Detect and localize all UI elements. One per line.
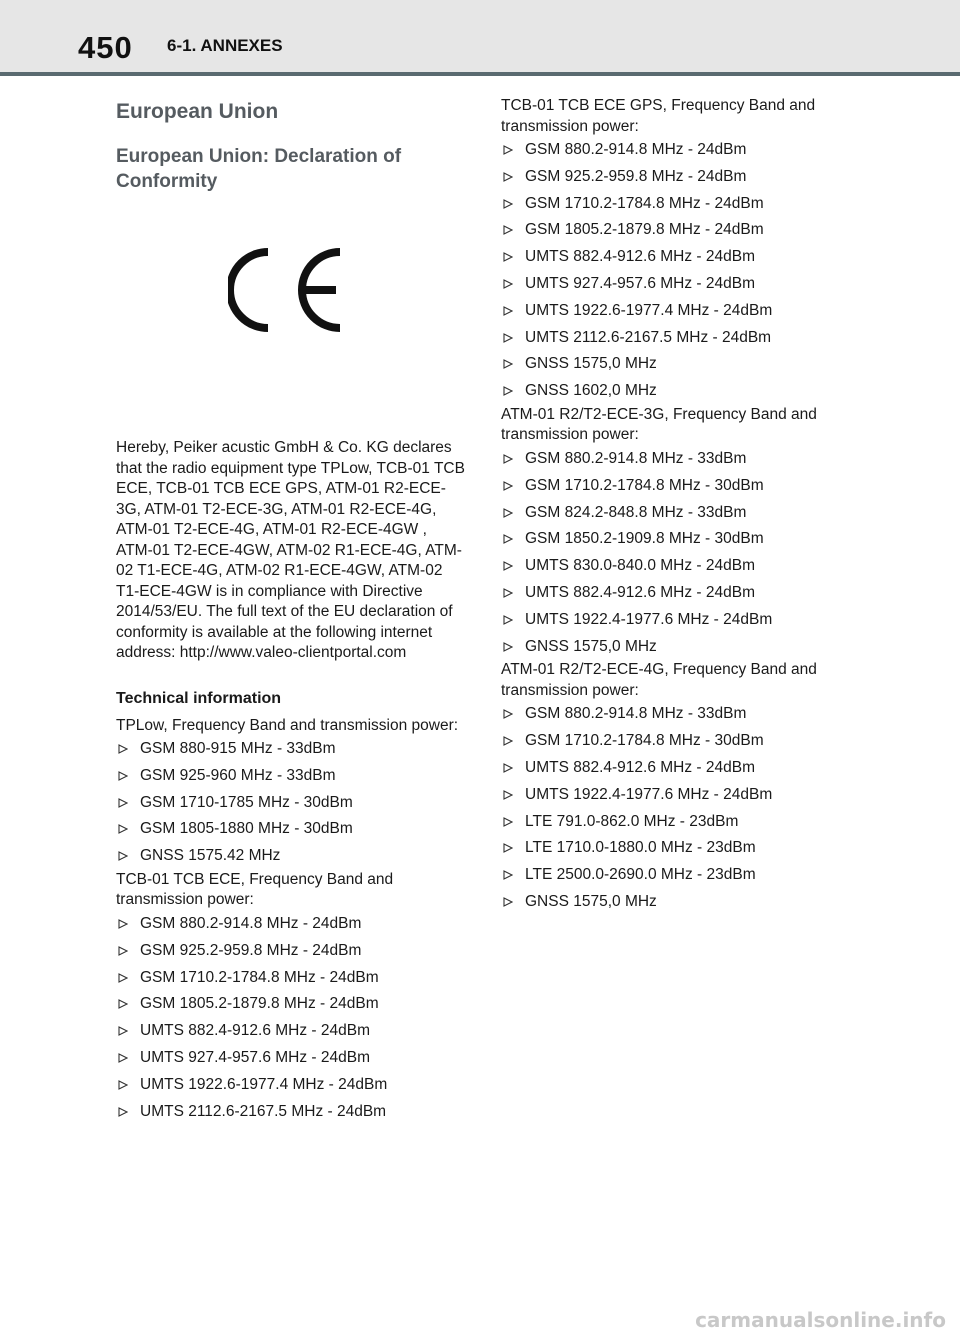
- list-item: [501, 835, 846, 862]
- list-item: [501, 728, 846, 755]
- list-item: [116, 911, 466, 938]
- declaration-text: Hereby, Peiker acustic GmbH & Co. KG declares that the radio equipment type TPLow, TCB-01 TCB ECE, TCB-01 TCB ECE GPS, ATM-01 R2-ECE-3G, ATM-01 T2-ECE-3G, ATM-01 R2-ECE-4G, ATM-01 T2-ECE-4G, ATM-01 R2-ECE-4GW , ATM-01 T2-ECE-4GW, ATM-02 R1-ECE-4G, ATM-02 T1-ECE-4G, ATM-02 R1-ECE-4GW, ATM-02 T1-ECE-4GW is in compliance with Directive 2014/53/EU. The full text of the EU declaration of conformity is available at the following internet address: http://www.valeo-clientportal.com: [116, 439, 465, 661]
- list-item-text: UMTS 927.4-957.6 MHz - 24dBm: [140, 1048, 371, 1066]
- list-item-text: GSM 1710.2-1784.8 MHz - 24dBm: [525, 194, 764, 212]
- bullet-triangle-icon: [118, 771, 128, 781]
- list-item: [116, 843, 466, 870]
- list-item: [116, 938, 466, 965]
- list-item: [501, 782, 846, 809]
- bullet-triangle-icon: [118, 798, 128, 808]
- tplow-list: [116, 736, 466, 870]
- bullet-triangle-icon: [503, 870, 513, 880]
- bullet-triangle-icon: [503, 145, 513, 155]
- list-item-text: GSM 1710.2-1784.8 MHz - 24dBm: [140, 968, 379, 986]
- list-item-text: GNSS 1602,0 MHz: [525, 382, 657, 400]
- list-item-text: GSM 1710.2-1784.8 MHz - 30dBm: [525, 476, 764, 494]
- list-item-text: UMTS 830.0-840.0 MHz - 24dBm: [525, 557, 756, 575]
- list-item: [501, 809, 846, 836]
- header-rule: [0, 72, 960, 76]
- bullet-triangle-icon: [118, 851, 128, 861]
- list-item: [116, 965, 466, 992]
- list-item: [116, 790, 466, 817]
- list-item-text: GSM 1710-1785 MHz - 30dBm: [140, 793, 353, 811]
- bullet-triangle-icon: [503, 359, 513, 369]
- bullet-triangle-icon: [503, 790, 513, 800]
- bullet-triangle-icon: [118, 824, 128, 834]
- bullet-triangle-icon: [503, 225, 513, 235]
- list-item: [116, 1072, 466, 1099]
- list-item: [501, 325, 846, 352]
- bullet-triangle-icon: [503, 199, 513, 209]
- list-item-text: GNSS 1575,0 MHz: [525, 892, 657, 910]
- list-item: [116, 1045, 466, 1072]
- list-item-text: GSM 1805-1880 MHz - 30dBm: [140, 820, 353, 838]
- bullet-triangle-icon: [503, 843, 513, 853]
- list-item-text: UMTS 927.4-957.6 MHz - 24dBm: [525, 274, 756, 292]
- bullet-triangle-icon: [503, 709, 513, 719]
- list-item: [116, 763, 466, 790]
- bullet-triangle-icon: [503, 615, 513, 625]
- list-item-text: GSM 1850.2-1909.8 MHz - 30dBm: [525, 530, 764, 548]
- bullet-triangle-icon: [503, 333, 513, 343]
- list-item: [501, 351, 846, 378]
- bullet-triangle-icon: [118, 973, 128, 983]
- list-item: [501, 862, 846, 889]
- bullet-triangle-icon: [503, 454, 513, 464]
- bullet-triangle-icon: [503, 817, 513, 827]
- ce-mark-icon: [228, 248, 344, 332]
- bullet-triangle-icon: [503, 481, 513, 491]
- bullet-triangle-icon: [503, 534, 513, 544]
- list-item-text: UMTS 2112.6-2167.5 MHz - 24dBm: [525, 328, 772, 346]
- tcb-ece-lead: TCB-01 TCB ECE, Frequency Band and transmission power:: [116, 870, 394, 909]
- list-item-text: UMTS 882.4-912.6 MHz - 24dBm: [525, 583, 756, 601]
- list-item-text: LTE 2500.0-2690.0 MHz - 23dBm: [525, 866, 756, 884]
- list-item: [501, 244, 846, 271]
- list-item-text: UMTS 882.4-912.6 MHz - 24dBm: [525, 248, 756, 266]
- list-item: [501, 137, 846, 164]
- bullet-triangle-icon: [118, 1080, 128, 1090]
- bullet-triangle-icon: [503, 763, 513, 773]
- list-item-text: GSM 1805.2-1879.8 MHz - 24dBm: [525, 221, 764, 239]
- list-item-text: GSM 1710.2-1784.8 MHz - 30dBm: [525, 732, 764, 750]
- list-item-text: GSM 925.2-959.8 MHz - 24dBm: [525, 167, 747, 185]
- list-item-text: UMTS 1922.4-1977.6 MHz - 24dBm: [525, 785, 773, 803]
- bullet-triangle-icon: [503, 172, 513, 182]
- list-item: [501, 580, 846, 607]
- ce-mark-container: [116, 208, 466, 438]
- bullet-triangle-icon: [503, 588, 513, 598]
- bullet-triangle-icon: [503, 508, 513, 518]
- list-item: [501, 526, 846, 553]
- list-item: [116, 816, 466, 843]
- tcb-ece-gps-lead: TCB-01 TCB ECE GPS, Frequency Band and transmission power:: [501, 97, 816, 135]
- page-header: [0, 0, 960, 74]
- atm-3g-list: [501, 446, 846, 660]
- list-item-text: LTE 791.0-862.0 MHz - 23dBm: [525, 812, 739, 830]
- left-column: [116, 96, 466, 1125]
- tplow-lead: TPLow, Frequency Band and transmission power:: [116, 716, 459, 734]
- list-item-text: GSM 925-960 MHz - 33dBm: [140, 766, 336, 784]
- list-item-text: UMTS 1922.6-1977.4 MHz - 24dBm: [525, 301, 773, 319]
- list-item: [116, 1018, 466, 1045]
- technical-info-heading: Technical information: [116, 689, 282, 707]
- bullet-triangle-icon: [503, 279, 513, 289]
- list-item: [501, 217, 846, 244]
- atm-3g-lead: ATM-01 R2/T2-ECE-3G, Frequency Band and transmission power:: [501, 405, 817, 444]
- bullet-triangle-icon: [503, 386, 513, 396]
- list-item-text: UMTS 882.4-912.6 MHz - 24dBm: [525, 758, 756, 776]
- bullet-triangle-icon: [503, 897, 513, 907]
- bullet-triangle-icon: [118, 744, 128, 754]
- list-item: [501, 607, 846, 634]
- watermark: carmanualsonline.info: [695, 1308, 946, 1332]
- list-item-text: GNSS 1575,0 MHz: [525, 637, 657, 655]
- page-title: European Union: [116, 100, 279, 123]
- bullet-triangle-icon: [503, 642, 513, 652]
- bullet-triangle-icon: [118, 1053, 128, 1063]
- tcb-ece-gps-list: [501, 137, 846, 405]
- atm-4g-list: [501, 701, 846, 915]
- list-item: [116, 991, 466, 1018]
- list-item-text: GSM 925.2-959.8 MHz - 24dBm: [140, 941, 362, 959]
- tcb-ece-list: [116, 911, 466, 1125]
- list-item-text: GSM 880.2-914.8 MHz - 33dBm: [525, 705, 747, 723]
- bullet-triangle-icon: [118, 946, 128, 956]
- list-item-text: UMTS 1922.6-1977.4 MHz - 24dBm: [140, 1075, 388, 1093]
- list-item: [116, 736, 466, 763]
- list-item-text: UMTS 1922.4-1977.6 MHz - 24dBm: [525, 610, 773, 628]
- list-item-text: GSM 880-915 MHz - 33dBm: [140, 740, 336, 757]
- list-item: [116, 1099, 466, 1126]
- bullet-triangle-icon: [503, 306, 513, 316]
- list-item: [501, 191, 846, 218]
- bullet-triangle-icon: [118, 999, 128, 1009]
- list-item: [501, 446, 846, 473]
- list-item: [501, 553, 846, 580]
- list-item-text: GSM 880.2-914.8 MHz - 33dBm: [525, 449, 747, 467]
- list-item: [501, 473, 846, 500]
- section-subtitle: European Union: Declaration of Conformity: [116, 146, 402, 192]
- list-item-text: UMTS 2112.6-2167.5 MHz - 24dBm: [140, 1102, 387, 1120]
- page-number: 450: [78, 30, 133, 65]
- list-item-text: UMTS 882.4-912.6 MHz - 24dBm: [140, 1022, 371, 1040]
- list-item: [501, 634, 846, 661]
- list-item-text: GSM 880.2-914.8 MHz - 24dBm: [525, 141, 747, 158]
- list-item-text: GSM 880.2-914.8 MHz - 24dBm: [140, 914, 362, 932]
- bullet-triangle-icon: [503, 561, 513, 571]
- bullet-triangle-icon: [118, 1026, 128, 1036]
- bullet-triangle-icon: [118, 1107, 128, 1117]
- list-item-text: GNSS 1575.42 MHz: [140, 847, 281, 865]
- list-item: [501, 889, 846, 916]
- list-item: [501, 701, 846, 728]
- list-item: [501, 298, 846, 325]
- list-item-text: GSM 824.2-848.8 MHz - 33dBm: [525, 503, 747, 521]
- list-item-text: GSM 1805.2-1879.8 MHz - 24dBm: [140, 995, 379, 1013]
- section-label: 6-1. ANNEXES: [167, 36, 283, 55]
- atm-4g-lead: ATM-01 R2/T2-ECE-4G, Frequency Band and transmission power:: [501, 661, 817, 699]
- list-item-text: GNSS 1575,0 MHz: [525, 355, 657, 373]
- list-item: [501, 164, 846, 191]
- list-item: [501, 755, 846, 782]
- right-column: [501, 96, 846, 916]
- bullet-triangle-icon: [503, 736, 513, 746]
- list-item: [501, 271, 846, 298]
- bullet-triangle-icon: [503, 252, 513, 262]
- bullet-triangle-icon: [118, 919, 128, 929]
- list-item-text: LTE 1710.0-1880.0 MHz - 23dBm: [525, 839, 756, 857]
- list-item: [501, 500, 846, 527]
- list-item: [501, 378, 846, 405]
